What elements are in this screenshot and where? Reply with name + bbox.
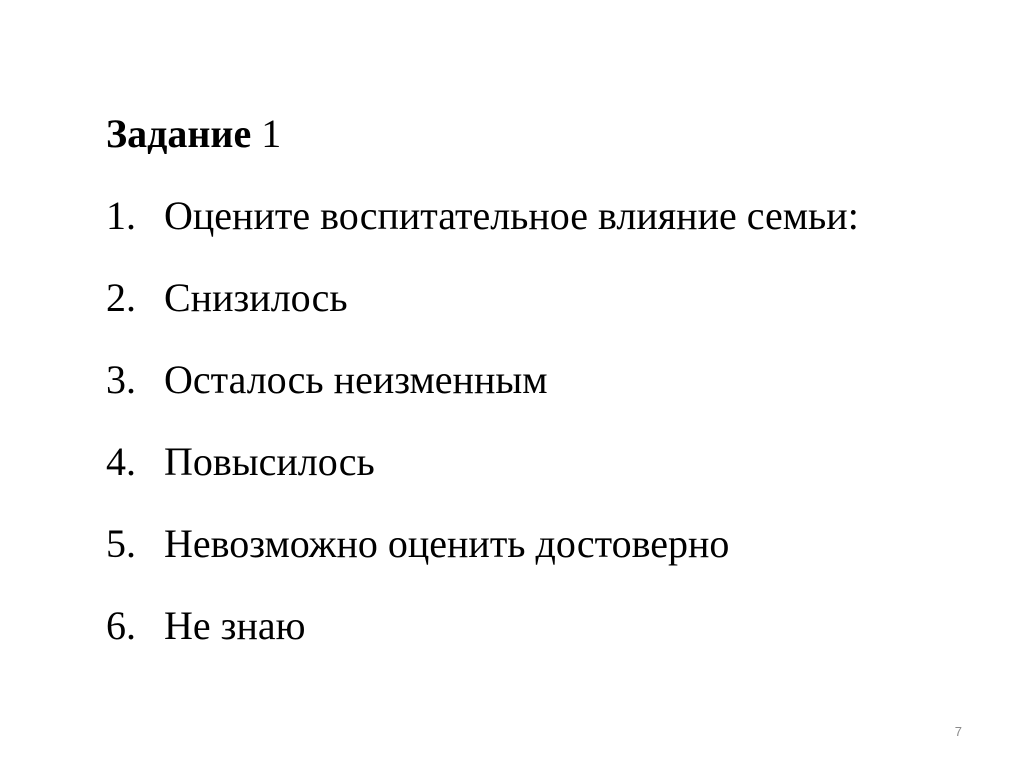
list-item [106, 600, 859, 652]
list-item-number: 5. [106, 521, 136, 566]
list-item [106, 272, 859, 324]
list-item [106, 518, 859, 570]
list-item-text: Невозможно оценить достоверно [164, 521, 730, 566]
list-item-text: Не знаю [164, 603, 306, 648]
list-item-text: Повысилось [164, 439, 375, 484]
task-title-number: 1 [251, 111, 282, 156]
list-item-number: 1. [106, 193, 136, 238]
answer-list [106, 190, 859, 652]
list-item-text: Оцените воспитательное влияние семьи: [164, 193, 859, 238]
list-item-text: Снизилось [164, 275, 348, 320]
list-item-number: 3. [106, 357, 136, 402]
list-item-number: 2. [106, 275, 136, 320]
page-number: 7 [954, 724, 962, 739]
list-item [106, 190, 859, 242]
list-item-number: 6. [106, 603, 136, 648]
task-title-label: Задание [106, 111, 252, 156]
task-title [106, 108, 859, 160]
slide-content [106, 108, 859, 682]
list-item-text: Осталось неизменным [164, 357, 548, 402]
list-item [106, 436, 859, 488]
list-item-number: 4. [106, 439, 136, 484]
list-item [106, 354, 859, 406]
